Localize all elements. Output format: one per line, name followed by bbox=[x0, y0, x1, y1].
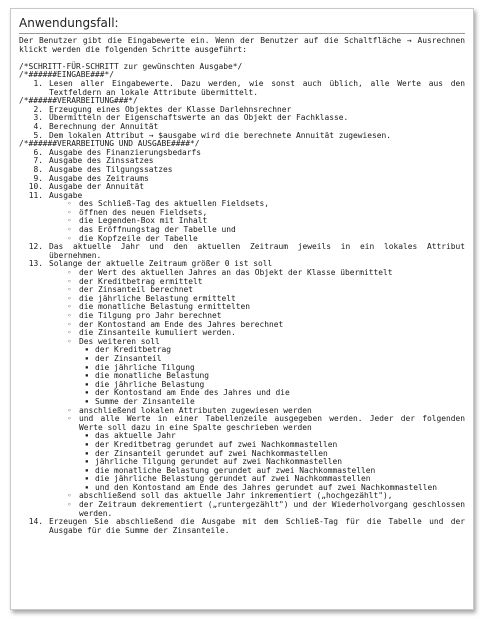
step-1-text: Lesen aller Eingabewerte. Dazu werden, wie sonst auch üblich, alle Werte aus den Textfeldern an lokale Attribute übermittelt. bbox=[49, 78, 465, 97]
step-14: 14. Erzeugen Sie abschließend die Ausgabe mit dem Schließ-Tag für die Tabelle und der Ausgabe für die Summe der Zinsanteile. bbox=[28, 517, 465, 535]
list-item-alle-werte bbox=[67, 415, 465, 492]
list-item: ▪ der Kreditbetrag bbox=[85, 346, 465, 355]
title-divider bbox=[19, 33, 465, 34]
step-11-sublist bbox=[67, 200, 465, 243]
header-schritt: /*SCHRITT-FÜR-SCHRITT zur gewünschten Ausgabe*/ bbox=[19, 61, 243, 71]
step-11: 11. Ausgabe ◦ des Schließ-Tag des aktuellen Fieldsets, ◦ öffnen des neuen Fieldsets, ◦ die Legenden-Box mit Inhalt ◦ das Eröffnungstag der Tabelle und ◦ die Kopfzeile der Tabelle bbox=[19, 192, 465, 244]
weiteren-label: Des weiteren soll bbox=[79, 336, 160, 346]
list-item: ◦ der Zinsanteil berechnet bbox=[67, 286, 465, 295]
step-10-text: Ausgabe der Annuität bbox=[49, 182, 145, 192]
list-item: ▪ der Zinsanteil bbox=[85, 355, 465, 364]
list-item: ▪ der Zinsanteil gerundet auf zwei Nachkommastellen bbox=[85, 450, 465, 459]
step-2: 2. Erzeugung eines Objektes der Klasse Darlehnsrechner bbox=[33, 104, 292, 114]
list-item: ▪ die jährliche Belastung gerundet auf zwei Nachkommastellen bbox=[85, 475, 465, 484]
step-5-text: Dem lokalen Attribut → $ausgabe wird die berechnete Annuität zugewiesen. bbox=[49, 130, 392, 140]
step-8: 8. Ausgabe des Tilgungssatzes bbox=[33, 164, 173, 174]
use-case-card bbox=[10, 8, 474, 610]
list-item: ▪ der Kontostand am Ende des Jahres und die bbox=[85, 389, 465, 398]
list-item: ◦ die monatliche Belastung ermittelten bbox=[67, 303, 465, 312]
list-item: ◦ die jährliche Belastung ermittelt bbox=[67, 295, 465, 304]
step-11-text: Ausgabe bbox=[49, 190, 83, 200]
list-item: ◦ des Schließ-Tag des aktuellen Fieldsets, bbox=[67, 200, 465, 209]
header-verarbeitung: /*######VERARBEITUNG###*/ bbox=[19, 96, 138, 106]
step-10: 10. Ausgabe der Annuität bbox=[28, 182, 145, 192]
list-item: ▪ jährliche Tilgung gerundet auf zwei Nachkommastellen bbox=[85, 458, 465, 467]
weiteren-sublist bbox=[85, 346, 465, 406]
list-item-weiteren bbox=[67, 338, 465, 407]
step-3: 3. Übermitteln der Eigenschaftswerte an das Objekt der Fachklasse. bbox=[33, 113, 349, 123]
step-6: 6. Ausgabe des Finanzierungsbedarfs bbox=[33, 147, 202, 157]
list-item: ◦ öffnen des neuen Fieldsets, bbox=[67, 209, 465, 218]
list-item: ▪ die monatliche Belastung bbox=[85, 372, 465, 381]
step-9: 9. Ausgabe des Zeitraums bbox=[33, 173, 149, 183]
step-3-text: Übermitteln der Eigenschaftswerte an das Objekt der Fachklasse. bbox=[49, 113, 349, 123]
step-14-text: Erzeugen Sie abschließend die Ausgabe mit dem Schließ-Tag für die Tabelle und der Ausgabe für die Summe der Zinsanteile. bbox=[49, 517, 465, 535]
list-item: ◦ der Kreditbetrag ermittelt bbox=[67, 278, 465, 287]
list-item: ▪ das aktuelle Jahr bbox=[85, 432, 465, 441]
alle-werte-sublist bbox=[85, 432, 465, 492]
steps-list-ausgabe bbox=[19, 149, 465, 536]
step-5: 5. Dem lokalen Attribut → $ausgabe wird die berechnete Annuität zugewiesen. bbox=[33, 130, 392, 140]
intro-paragraph: Der Benutzer gibt die Eingabewerte ein. Wenn der Benutzer auf die Schaltfläche → Ausrechnen klickt werden die folgenden Schritte ausgeführt: bbox=[19, 36, 465, 54]
step-7: 7. Ausgabe des Zinssatzes bbox=[33, 156, 154, 166]
step-13-text: Solange der aktuelle Zeitraum größer 0 ist soll bbox=[49, 259, 273, 269]
list-item: ◦ die Zinsanteile kumuliert werden. bbox=[67, 329, 465, 338]
use-case-text bbox=[19, 37, 465, 535]
header-verarbeitung-ausgabe: /*######VERARBEITUNG UND AUSGABE####*/ bbox=[19, 139, 200, 149]
list-item: ▪ der Kreditbetrag gerundet auf zwei Nachkommastellen bbox=[85, 441, 465, 450]
list-item: ◦ die Tilgung pro Jahr berechnet bbox=[67, 312, 465, 321]
list-item: ▪ die monatliche Belastung gerundet auf zwei Nachkommastellen bbox=[85, 467, 465, 476]
step-13-sublist bbox=[67, 269, 465, 518]
list-item: ◦ anschließend lokalen Attributen zugewiesen werden bbox=[67, 407, 465, 416]
list-item: ◦ das Eröffnungstag der Tabelle und bbox=[67, 226, 465, 235]
step-4: 4. Berechnung der Annuität bbox=[33, 121, 159, 131]
steps-list-eingabe bbox=[19, 80, 465, 97]
step-8-text: Ausgabe des Tilgungssatzes bbox=[49, 164, 173, 174]
step-4-text: Berechnung der Annuität bbox=[49, 121, 159, 131]
step-2-text: Erzeugung eines Objektes der Klasse Darlehnsrechner bbox=[49, 104, 292, 114]
step-12: 12. Das aktuelle Jahr und den aktuellen Zeitraum jeweils in ein lokales Attribut übernehmen. bbox=[28, 242, 465, 260]
step-6-text: Ausgabe des Finanzierungsbedarfs bbox=[49, 147, 202, 157]
list-item: ◦ die Kopfzeile der Tabelle bbox=[67, 235, 465, 244]
list-item: ◦ abschließend soll das aktuelle Jahr inkrementiert („hochgezählt"), bbox=[67, 492, 465, 501]
list-item: ▪ die jährliche Tilgung bbox=[85, 364, 465, 373]
list-item: ▪ die jährliche Belastung bbox=[85, 381, 465, 390]
step-9-text: Ausgabe des Zeitraums bbox=[49, 173, 149, 183]
list-item: ◦ der Kontostand am Ende des Jahres berechnet bbox=[67, 321, 465, 330]
header-eingabe: /*######EINGABE###*/ bbox=[19, 70, 115, 80]
page-title: Anwendungsfall: bbox=[19, 16, 119, 30]
step-7-text: Ausgabe des Zinssatzes bbox=[49, 156, 154, 166]
list-item: ▪ Summe der Zinsanteile bbox=[85, 398, 465, 407]
list-item: ◦ der Zeitraum dekrementiert („runtergezählt") und der Wiederholvorgang geschlossen werden. bbox=[67, 501, 465, 518]
list-item: ▪ und den Kontostand am Ende des Jahres gerundet auf zwei Nachkommastellen bbox=[85, 484, 465, 493]
steps-list-verarbeitung bbox=[19, 106, 465, 140]
list-item: ◦ der Wert des aktuellen Jahres an das Objekt der Klasse übermittelt bbox=[67, 269, 465, 278]
step-13: 13. Solange der aktuelle Zeitraum größer 0 ist soll ◦ der Wert des aktuellen Jahres an das Objekt der Klasse übermittelt ◦ der Kreditbetrag ermittelt ◦ der Zinsanteil berechnet ◦ die jährliche Belastung ermittelt ◦ die monatliche Belastung ermittelten ◦ die Tilgung pro Jahr berechnet ◦ der Kontostand am Ende des Jahres berechnet ◦ die Zinsanteile kumuliert werden. ◦ Des weiteren soll ▪ der Kreditbetrag ▪ der Zinsanteil ▪ die jährliche Tilgung ▪ die monatliche Belastung ▪ die jährliche Belastung ▪ der Kontostand am Ende des Jahres und die ▪ Summe der Zinsanteile ◦ anschließend lokalen Attributen zugewiesen werden ◦ und alle Werte in einer Tabellenzeile ausgegeben werden. Jeder der folgenden Werte soll dazu in eine Spalte geschrieben werden ▪ das aktuelle Jahr ▪ der Kreditbetrag gerundet auf zwei Nachkommastellen ▪ der Zinsanteil gerundet auf zwei Nachkommastellen ▪ jährliche Tilgung gerundet auf zwei Nachkommastellen ▪ die monatliche Belastung gerundet auf zwei Nachkommastellen ▪ die jährliche Belastung gerundet auf zwei Nachkommastellen ▪ und den Kontostand am Ende des Jahres gerundet auf zwei Nachkommastellen ◦ abschließend soll das aktuelle Jahr inkrementiert („hochgezählt"), ◦ der Zeitraum dekrementiert („runtergezählt") und der Wiederholvorgang geschlossen werden. bbox=[19, 260, 465, 518]
step-12-text: Das aktuelle Jahr und den aktuellen Zeitraum jeweils in ein lokales Attribut übernehmen. bbox=[49, 242, 465, 260]
alle-werte-label: und alle Werte in einer Tabellenzeile ausgegeben werden. Jeder der folgenden Werte soll dazu in eine Spalte geschrieben werden bbox=[79, 414, 465, 432]
list-item: ◦ die Legenden-Box mit Inhalt bbox=[67, 217, 465, 226]
step-1: 1. Lesen aller Eingabewerte. Dazu werden, wie sonst auch üblich, alle Werte aus den Textfeldern an lokale Attribute übermittelt. bbox=[33, 78, 465, 97]
